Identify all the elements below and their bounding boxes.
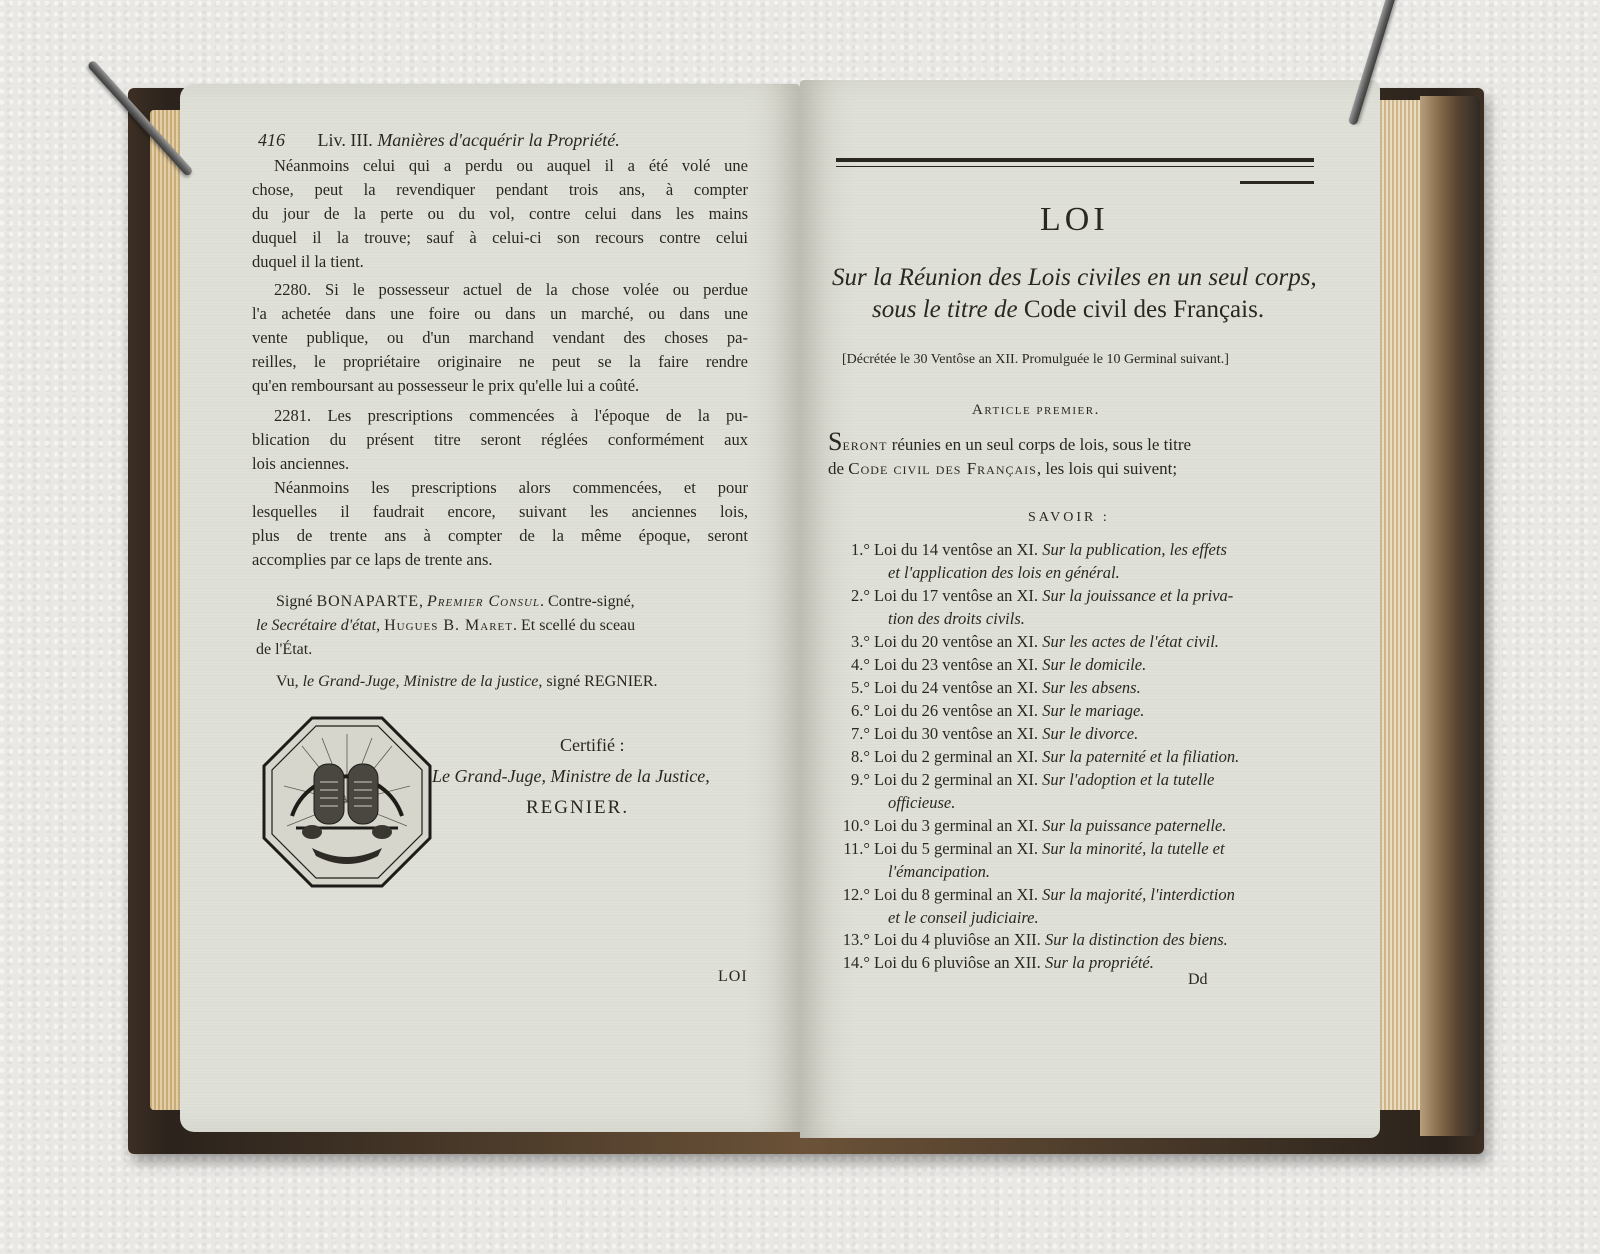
law-number: 4.° bbox=[851, 655, 870, 674]
law-list-item bbox=[832, 722, 1312, 745]
paragraph-2281 bbox=[252, 404, 748, 476]
text-span: , signé REGNIER. bbox=[538, 673, 658, 690]
decree-line: [Décrétée le 30 Ventôse an XII. Promulguée le 10 Germinal suivant.] bbox=[842, 352, 1229, 367]
certifie-label: Certifié : bbox=[560, 735, 625, 755]
law-subject-continued: tion des droits civils. bbox=[888, 609, 1025, 628]
law-subject: Sur la jouissance et la priva- bbox=[1042, 586, 1234, 605]
text-span: Code civil des Français bbox=[848, 459, 1037, 478]
law-subtitle-line-1: Sur la Réunion des Lois civiles en un seul corps, bbox=[832, 264, 1317, 291]
law-list-item bbox=[832, 653, 1312, 676]
law-subject: Sur les absens. bbox=[1042, 678, 1141, 697]
law-list-item bbox=[832, 584, 1312, 628]
text-line: duquel il la trouve; sauf à celui-ci son recours contre celui bbox=[252, 228, 748, 247]
law-subject-continued: et l'application des lois en général. bbox=[888, 563, 1120, 582]
book-cover-edge bbox=[1420, 96, 1480, 1136]
law-list-item bbox=[832, 538, 1312, 582]
law-number: 11.° bbox=[843, 839, 870, 858]
text-line: chose, peut la revendiquer pendant trois ans, à compter bbox=[252, 180, 748, 199]
law-date: Loi du 20 ventôse an XI. bbox=[874, 632, 1039, 651]
catchword-left: LOI bbox=[718, 968, 748, 985]
running-head-liv: Liv. III. bbox=[317, 130, 373, 150]
law-subject: Sur l'adoption et la tutelle bbox=[1042, 770, 1215, 789]
right-page bbox=[800, 80, 1380, 1138]
law-list-item bbox=[832, 768, 1312, 812]
law-number: 9.° bbox=[851, 770, 870, 789]
law-list-item bbox=[832, 837, 1312, 881]
law-number: 3.° bbox=[851, 632, 870, 651]
text-line: accomplies par ce laps de trente ans. bbox=[252, 550, 493, 569]
text-line: 2280. Si le possesseur actuel de la chose volée ou perdue bbox=[274, 280, 748, 299]
law-number: 5.° bbox=[851, 678, 870, 697]
law-list-item bbox=[832, 676, 1312, 699]
intro-line-1 bbox=[828, 427, 1310, 457]
catchword-right: Dd bbox=[1188, 971, 1208, 988]
law-subject: Sur les actes de l'état civil. bbox=[1042, 632, 1219, 651]
text-line: qu'en remboursant au possesseur le prix qu'elle lui a coûté. bbox=[252, 376, 640, 395]
law-title: LOI bbox=[1040, 201, 1109, 238]
text-span: de bbox=[828, 459, 849, 478]
article-intro bbox=[828, 427, 1310, 481]
law-list-item bbox=[832, 928, 1312, 951]
law-date: Loi du 17 ventôse an XI. bbox=[874, 586, 1039, 605]
law-date: Loi du 4 pluviôse an XII. bbox=[874, 930, 1041, 949]
text-line: lois anciennes. bbox=[252, 454, 350, 473]
law-subject: Sur la propriété. bbox=[1044, 953, 1154, 972]
text-line: 2281. Les prescriptions commencées à l'époque de la pu- bbox=[274, 406, 748, 425]
paragraph-4 bbox=[252, 476, 748, 572]
law-number: 12.° bbox=[842, 885, 870, 904]
article-heading: Article premier. bbox=[972, 402, 1100, 418]
law-date: Loi du 26 ventôse an XI. bbox=[874, 701, 1039, 720]
law-subject: Sur la puissance paternelle. bbox=[1042, 816, 1227, 835]
page-number: 416 bbox=[258, 130, 285, 150]
text-line: plus de trente ans à compter de la même époque, seront bbox=[252, 526, 748, 545]
law-number: 8.° bbox=[851, 747, 870, 766]
regnier-signature: REGNIER. bbox=[526, 797, 630, 818]
text-span: , bbox=[376, 617, 385, 634]
law-subject-continued: officieuse. bbox=[888, 793, 956, 812]
law-number: 1.° bbox=[851, 540, 870, 559]
law-number: 10.° bbox=[842, 816, 870, 835]
text-span: le Secrétaire d'état bbox=[256, 617, 377, 634]
signature-line-1 bbox=[256, 590, 750, 614]
text-span: réunies en un seul corps de lois, sous le titre bbox=[887, 435, 1192, 454]
law-subtitle-line-2 bbox=[872, 298, 1264, 322]
paragraph-2280 bbox=[252, 278, 748, 398]
text-line: l'a achetée dans une foire ou dans un marché, ou dans une bbox=[252, 304, 748, 323]
running-head-title: Manières d'acquérir la Propriété. bbox=[377, 130, 620, 150]
paragraph-1 bbox=[252, 154, 748, 274]
law-subject: Sur la distinction des biens. bbox=[1044, 930, 1228, 949]
law-list-item bbox=[832, 745, 1312, 768]
text-span: Signé bbox=[276, 593, 317, 610]
text-line: vente publique, ou d'un marchand vendant des choses pa- bbox=[252, 328, 748, 347]
text-line: du jour de la perte ou du vol, contre celui dans les mains bbox=[252, 204, 748, 223]
law-list-item bbox=[832, 814, 1312, 837]
law-subject: Sur la paternité et la filiation. bbox=[1042, 747, 1240, 766]
law-date: Loi du 6 pluviôse an XII. bbox=[874, 953, 1041, 972]
text-line: duquel il la tient. bbox=[252, 252, 364, 271]
running-head bbox=[258, 128, 620, 152]
intro-line-2 bbox=[828, 457, 1310, 481]
law-subject: Sur la majorité, l'interdiction bbox=[1042, 885, 1235, 904]
law-date: Loi du 5 germinal an XI. bbox=[874, 839, 1039, 858]
law-list-item bbox=[832, 951, 1312, 974]
law-date: Loi du 3 germinal an XI. bbox=[874, 816, 1039, 835]
law-subject-continued: et le conseil judiciaire. bbox=[888, 908, 1039, 927]
law-subject: Sur le mariage. bbox=[1042, 701, 1145, 720]
text-span: Premier Consul bbox=[427, 593, 541, 610]
text-span: Vu, bbox=[276, 673, 303, 690]
code-civil-name: Code civil des Français. bbox=[1023, 296, 1265, 323]
signatory-bonaparte: BONAPARTE bbox=[316, 593, 420, 610]
text-span: . Contre-signé, bbox=[540, 593, 635, 610]
text-line: Néanmoins les prescriptions alors commencées, et pour bbox=[274, 478, 748, 497]
text-line: Néanmoins celui qui a perdu ou auquel il a été volé une bbox=[274, 156, 748, 175]
signature-line-2 bbox=[256, 614, 750, 638]
savoir-label: SAVOIR : bbox=[1028, 510, 1110, 525]
text-span: , bbox=[419, 593, 428, 610]
signature-line-3: de l'État. bbox=[256, 641, 313, 658]
vu-line bbox=[256, 670, 750, 694]
text-span: le Grand-Juge, Ministre de la justice bbox=[302, 673, 539, 690]
law-date: Loi du 14 ventôse an XI. bbox=[874, 540, 1039, 559]
header-rule-short bbox=[1240, 181, 1314, 184]
text-line: reilles, le propriétaire originaire ne peut se la faire rendre bbox=[252, 352, 748, 371]
text-span: eront bbox=[842, 435, 888, 454]
law-date: Loi du 8 germinal an XI. bbox=[874, 885, 1039, 904]
text-span: . Et scellé du sceau bbox=[512, 617, 636, 634]
law-subject-continued: l'émancipation. bbox=[888, 862, 991, 881]
law-date: Loi du 23 ventôse an XI. bbox=[874, 655, 1039, 674]
law-date: Loi du 2 germinal an XI. bbox=[874, 747, 1039, 766]
law-number: 14.° bbox=[842, 953, 870, 972]
signature-block bbox=[256, 590, 750, 694]
law-list-item bbox=[832, 699, 1312, 722]
law-number: 2.° bbox=[851, 586, 870, 605]
law-subject: Sur le divorce. bbox=[1042, 724, 1139, 743]
law-subject: Sur la minorité, la tutelle et bbox=[1042, 839, 1225, 858]
text-line: lesquelles il faudrait encore, suivant les anciennes lois, bbox=[252, 502, 748, 521]
law-subject: Sur le domicile. bbox=[1042, 655, 1147, 674]
law-number: 6.° bbox=[851, 701, 870, 720]
text-line: blication du présent titre seront réglées conformément aux bbox=[252, 430, 748, 449]
header-rule-thick bbox=[836, 158, 1314, 162]
law-list-item bbox=[832, 630, 1312, 653]
law-date: Loi du 2 germinal an XI. bbox=[874, 770, 1039, 789]
grand-juge-title: Le Grand-Juge, Ministre de la Justice, bbox=[432, 766, 710, 786]
law-list-item bbox=[832, 883, 1312, 927]
signatory-maret: Hugues B. Maret bbox=[384, 617, 513, 634]
drop-letter: S bbox=[828, 427, 843, 456]
text-span: , les lois qui suivent; bbox=[1036, 459, 1178, 478]
law-subject: Sur la publication, les effets bbox=[1042, 540, 1227, 559]
law-number: 7.° bbox=[851, 724, 870, 743]
seal-engraving bbox=[262, 716, 432, 888]
law-date: Loi du 30 ventôse an XI. bbox=[874, 724, 1039, 743]
law-number: 13.° bbox=[842, 930, 870, 949]
law-date: Loi du 24 ventôse an XI. bbox=[874, 678, 1039, 697]
header-rule-thin bbox=[836, 166, 1314, 167]
text-span: sous le titre de bbox=[872, 296, 1024, 323]
